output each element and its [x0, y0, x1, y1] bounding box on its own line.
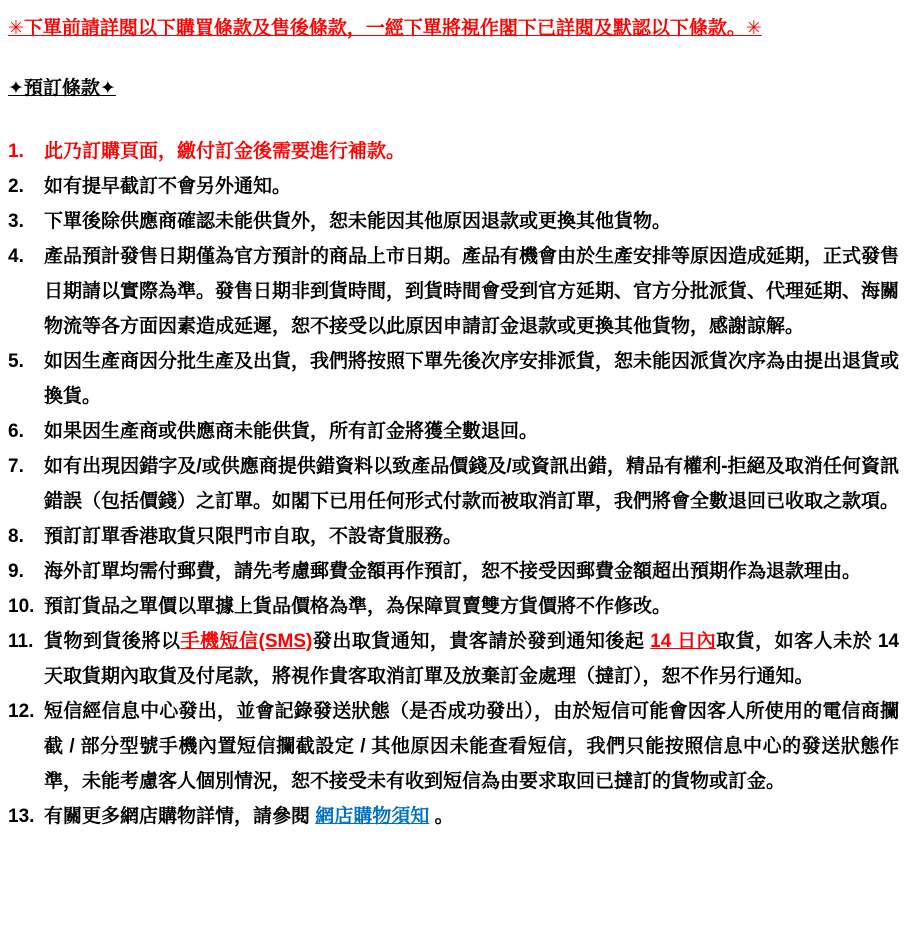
term-text-13	[44, 799, 903, 834]
term-segment: 產品預計發售日期僅為官方預計的商品上市日期。產品有機會由於生產安排等原因造成延期，正式發售日期請以實際為準。發售日期非到貨時間，到貨時間會受到官方延期、官方分批派貨、代理延期、海關物流等各方面因素造成延遲，恕不接受以此原因申請訂金退款或更換其他貨物，感謝諒解。	[44, 245, 900, 337]
term-number-4: 4.	[8, 245, 24, 267]
term-number-2: 2.	[8, 175, 24, 197]
term-text-4	[44, 239, 903, 344]
term-segment: 預訂訂單香港取貨只限門市自取，不設寄貨服務。	[44, 525, 463, 547]
term-highlight: 手機短信(SMS)	[180, 630, 313, 652]
term-segment: 如有提早截訂不會另外通知。	[44, 175, 292, 197]
term-item-3	[8, 204, 903, 239]
term-item-7	[8, 449, 903, 519]
term-number-13: 13.	[8, 805, 35, 827]
term-item-2	[8, 169, 903, 204]
term-text-11	[44, 624, 903, 694]
term-text-6	[44, 414, 903, 449]
term-segment: 如因生產商因分批生產及出貨，我們將按照下單先後次序安排派貨，恕未能因派貨次序為由提出退貨或換貨。	[44, 350, 900, 407]
term-text-7	[44, 449, 903, 519]
term-item-10	[8, 589, 903, 624]
term-number-7: 7.	[8, 455, 24, 477]
term-text-3	[44, 204, 903, 239]
term-segment: 。	[429, 805, 454, 827]
term-segment: 如果因生產商或供應商未能供貨，所有訂金將獲全數退回。	[44, 420, 539, 442]
term-item-13	[8, 799, 903, 834]
term-segment: 此乃訂購頁面，繳付訂金後需要進行補款。	[44, 140, 406, 162]
term-number-8: 8.	[8, 525, 24, 547]
term-item-1	[8, 134, 903, 169]
term-item-6	[8, 414, 903, 449]
term-item-12	[8, 694, 903, 799]
term-item-11	[8, 624, 903, 694]
term-segment: 貨物到貨後將以	[44, 630, 181, 652]
term-segment: 有關更多網店購物詳情，請參閱	[44, 805, 316, 827]
term-highlight: 14 日內	[650, 630, 717, 652]
term-segment: 海外訂單均需付郵費，請先考慮郵費金額再作預訂，恕不接受因郵費金額超出預期作為退款理由。	[44, 560, 862, 582]
term-segment: 取貨，如客人未於 14 天取貨期內取貨及付尾款，將視作貴客取消訂單及放棄訂金處理（撻訂），恕不作另行通知。	[44, 630, 899, 687]
term-item-9	[8, 554, 903, 589]
document-title: ✳下單前請詳閱以下購買條款及售後條款，一經下單將視作閣下已詳閱及默認以下條款。✳	[8, 18, 762, 39]
term-number-5: 5.	[8, 350, 24, 372]
term-text-1	[44, 134, 903, 169]
term-number-11: 11.	[8, 630, 34, 652]
term-item-5	[8, 344, 903, 414]
term-text-2	[44, 169, 903, 204]
shop-guide-link[interactable]: 網店購物須知	[315, 805, 430, 827]
term-segment: 發出取貨通知，貴客請於發到通知後起	[312, 630, 651, 652]
term-segment: 短信經信息中心發出，並會記錄發送狀態（是否成功發出），由於短信可能會因客人所使用的電信商攔截 / 部分型號手機內置短信攔截設定 / 其他原因未能查看短信，我們只能按照信息中心的發送狀態作準，未能考慮客人個別情況，恕不接受未有收到短信為由要求取回已撻訂的貨物或訂金。	[44, 700, 899, 792]
term-item-4	[8, 239, 903, 344]
term-number-9: 9.	[8, 560, 24, 582]
term-number-3: 3.	[8, 210, 24, 232]
section-header-preorder-terms: ✦預訂條款✦	[8, 77, 116, 99]
term-segment: 下單後除供應商確認未能供貨外，恕未能因其他原因退款或更換其他貨物。	[44, 210, 672, 232]
term-text-8	[44, 519, 903, 554]
term-text-12	[44, 694, 903, 799]
term-text-9	[44, 554, 903, 589]
term-number-1: 1.	[8, 140, 24, 162]
term-number-6: 6.	[8, 420, 24, 442]
term-segment: 如有出現因錯字及/或供應商提供錯資料以致產品價錢及/或資訊出錯，精品有權利-拒絕及取消任何資訊錯誤（包括價錢）之訂單。如閣下已用任何形式付款而被取消訂單，我們將會全數退回已收取之款項。	[44, 455, 900, 512]
term-item-8	[8, 519, 903, 554]
term-segment: 預訂貨品之單價以單據上貨品價格為準，為保障買賣雙方貨價將不作修改。	[44, 595, 672, 617]
preorder-terms-document	[8, 16, 903, 834]
term-text-5	[44, 344, 903, 414]
term-text-10	[44, 589, 903, 624]
term-number-10: 10.	[8, 595, 35, 617]
terms-list	[8, 134, 903, 834]
term-number-12: 12.	[8, 700, 35, 722]
